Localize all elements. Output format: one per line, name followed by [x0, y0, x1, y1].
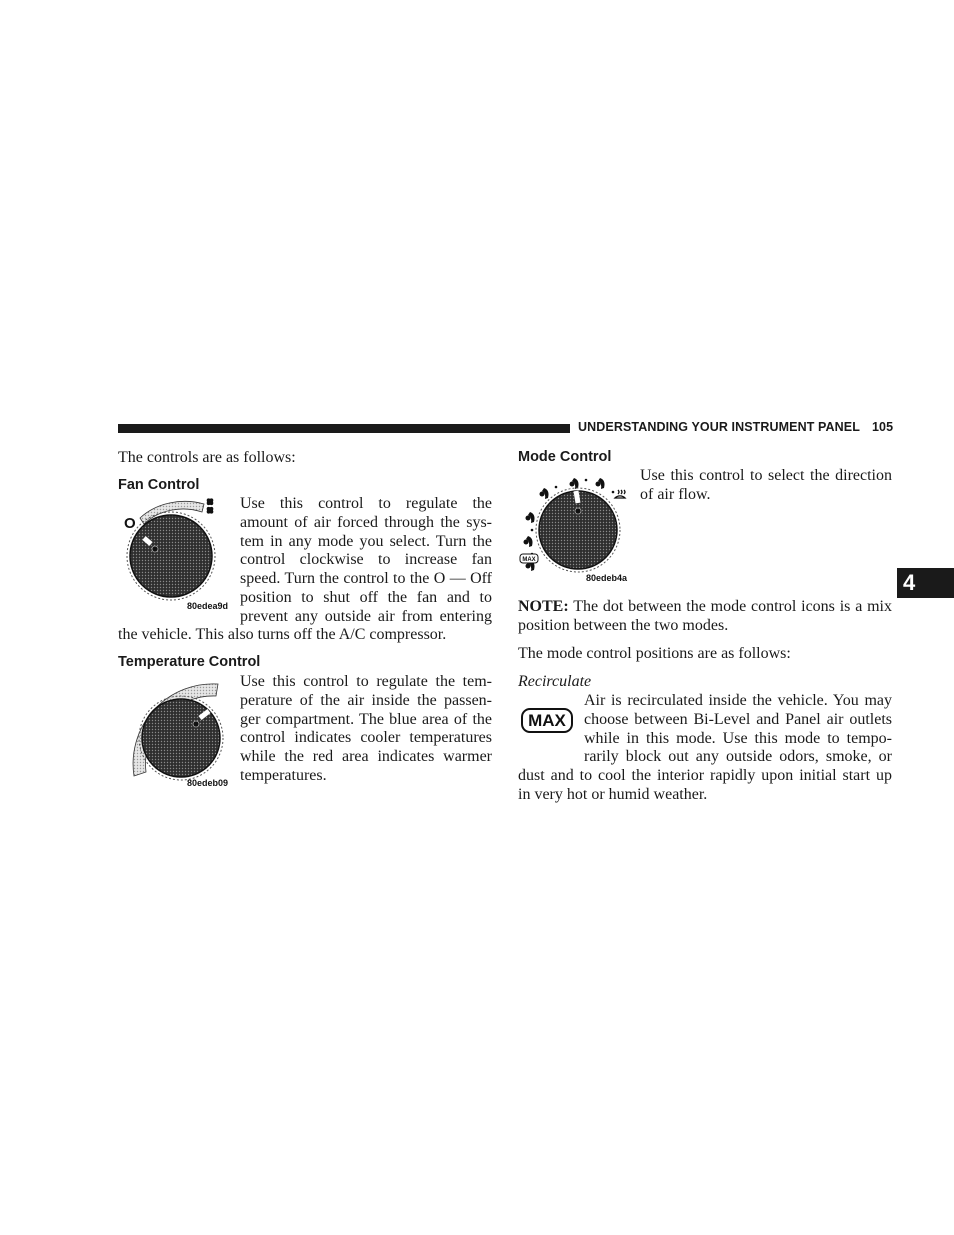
fan-knob: [130, 515, 212, 597]
temperature-control-knob-figure: [118, 674, 236, 792]
temperature-last-line: temperatures.: [240, 766, 327, 784]
mode-control-heading: Mode Control: [518, 449, 612, 465]
fan-line: tem in any mode you select. Turn the: [240, 532, 492, 550]
mode-last-line: of air flow.: [640, 485, 711, 503]
floor-defrost-icon: [570, 478, 579, 489]
recirculate-line: dust and to cool the interior rapidly upon initial start up: [518, 767, 892, 784]
running-header: [578, 420, 893, 434]
mode-control-knob-figure: [518, 470, 636, 585]
mode-note: [518, 598, 892, 636]
mode-knob-pointer: [576, 491, 578, 503]
chapter-number: 4: [903, 570, 916, 595]
chapter-tab: [897, 568, 954, 598]
mode-figure-code: 80edeb4a: [586, 573, 628, 583]
fan-control-knob-figure: [120, 496, 235, 614]
recirculate-line: choose between Bi-Level and Panel air outlets: [584, 710, 892, 728]
fan-last-line: the vehicle. This also turns off the A/C compressor.: [118, 626, 447, 643]
header-rule: [118, 424, 570, 433]
recirculate-heading: Recirculate: [518, 673, 592, 690]
recirculate-line: rarily block out any outside odors, smoke, or: [584, 748, 892, 766]
note-label: NOTE:: [518, 598, 569, 615]
intro-text: The controls are as follows:: [118, 449, 296, 466]
defrost-icon: [615, 490, 625, 498]
recirculate-max-icon: [521, 708, 573, 733]
mode-wrapped-text: [640, 467, 892, 505]
fan-figure-code: 80edea9d: [187, 601, 229, 611]
fan-line: speed. Turn the control to the O — Off: [240, 570, 492, 588]
max-icon-small: [520, 554, 538, 563]
mode-positions-intro: The mode control positions are as follows:: [518, 645, 791, 662]
temperature-figure-code: 80edeb09: [187, 778, 229, 788]
fan-off-label: O: [124, 515, 136, 532]
temperature-line: ger compartment. The blue area of the: [240, 710, 492, 728]
bilevel-icon: [526, 512, 535, 523]
mode-line: Use this control to select the direction: [640, 467, 892, 484]
fan-icon: [205, 497, 214, 515]
fan-line: amount of air forced through the sys-: [240, 513, 492, 531]
mix-floor-icon: [524, 536, 533, 547]
note-text: The dot between the mode control icons is a mix: [573, 598, 892, 615]
section-title: UNDERSTANDING YOUR INSTRUMENT PANEL: [578, 420, 860, 434]
defrost-mix-icon: [596, 478, 605, 489]
temperature-control-heading: Temperature Control: [118, 654, 261, 670]
page-number: 105: [871, 420, 894, 434]
panel-icon: [540, 488, 549, 499]
note-text-continued: position between the two modes.: [518, 616, 729, 634]
recirculate-last-line: in very hot or humid weather.: [518, 786, 708, 803]
temperature-line: while the red area indicates warmer: [240, 748, 492, 766]
fan-control-heading: Fan Control: [118, 477, 200, 493]
max-icon-label: MAX: [528, 711, 566, 730]
fan-line: position to shut off the fan and to: [240, 588, 492, 606]
fan-line: control clockwise to increase fan: [240, 551, 492, 569]
temperature-line: perature of the air inside the passen-: [240, 691, 492, 709]
fan-line: Use this control to regulate the: [240, 495, 492, 512]
temperature-line: control indicates cooler temperatures: [240, 729, 492, 747]
max-small-label: MAX: [522, 557, 536, 563]
temperature-wrapped-text: [240, 673, 492, 786]
temperature-line: Use this control to regulate the tem-: [240, 673, 492, 690]
recirculate-line: Air is recirculated inside the vehicle. You may: [584, 692, 892, 709]
recirculate-wrapped-text: [584, 692, 892, 767]
fan-wrapped-text: [240, 495, 492, 627]
fan-line: prevent any outside air from entering: [240, 607, 492, 625]
recirculate-line: while in this mode. Use this mode to tempo-: [584, 729, 892, 747]
